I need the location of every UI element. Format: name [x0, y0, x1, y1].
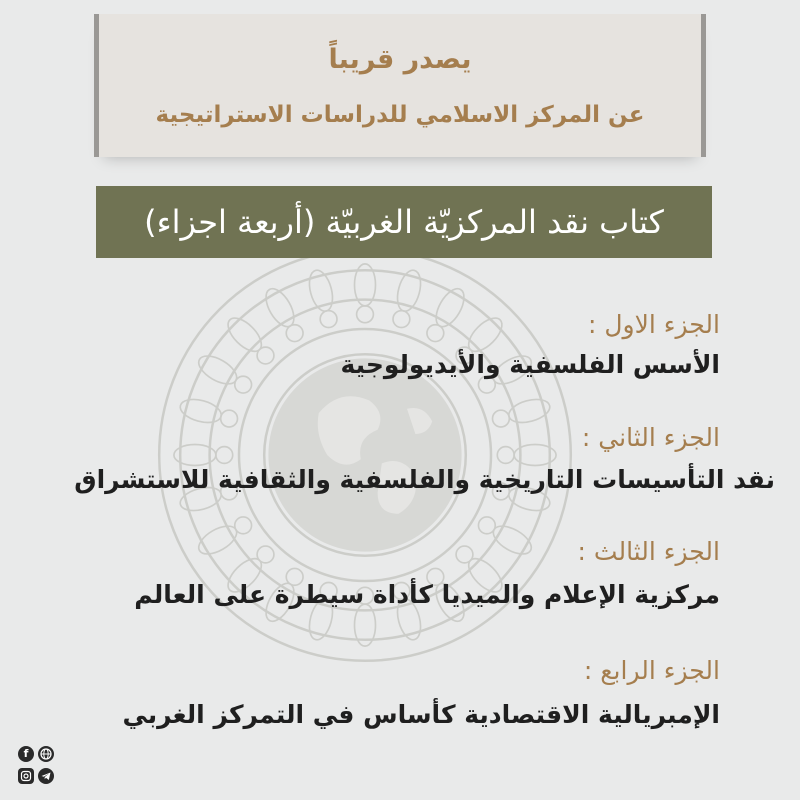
mandala-dot: [257, 347, 274, 364]
part-3-label: الجزء الثالث :: [577, 537, 720, 566]
book-title-banner: [96, 186, 712, 258]
social-icons: [16, 746, 56, 790]
mandala-dot: [235, 517, 252, 534]
mandala-dot: [427, 325, 444, 342]
part-1-label: الجزء الاول :: [587, 310, 720, 339]
mandala-dot: [493, 410, 510, 427]
mandala-petal: [222, 312, 267, 357]
mandala-dot: [320, 311, 337, 328]
header-coming-soon: يصدر قريباً: [328, 44, 472, 75]
mandala-dot: [393, 311, 410, 328]
part-4-label: الجزء الرابع :: [583, 656, 720, 685]
mandala-dot: [456, 546, 473, 563]
part-3-title: مركزية الإعلام والميديا كأداة سيطرة على العالم: [134, 580, 720, 609]
mandala-dot: [497, 447, 514, 464]
mandala-dot: [216, 447, 233, 464]
part-2-title: نقد التأسيسات التاريخية والفلسفية والثقافية للاستشراق: [74, 465, 775, 494]
mandala-dot: [357, 306, 374, 323]
part-2-label: الجزء الثاني :: [581, 423, 720, 452]
header-card: [94, 14, 706, 157]
part-4-title: الإمبريالية الاقتصادية كأساس في التمركز الغربي: [122, 700, 720, 729]
header-publisher: عن المركز الاسلامي للدراسات الاستراتيجية: [155, 102, 645, 128]
mandala-dot: [257, 546, 274, 563]
facebook-icon[interactable]: f: [18, 746, 34, 762]
mandala-dot: [478, 517, 495, 534]
mandala-dot: [221, 410, 238, 427]
instagram-icon[interactable]: [18, 768, 34, 784]
globe-icon[interactable]: [38, 746, 54, 762]
part-1-title: الأسس الفلسفية والأيديولوجية: [340, 350, 720, 379]
book-title: كتاب نقد المركزيّة الغربيّة (أربعة اجزاء): [144, 203, 664, 241]
mandala-dot: [286, 325, 303, 342]
mandala-dot: [235, 376, 252, 393]
telegram-icon[interactable]: [38, 768, 54, 784]
